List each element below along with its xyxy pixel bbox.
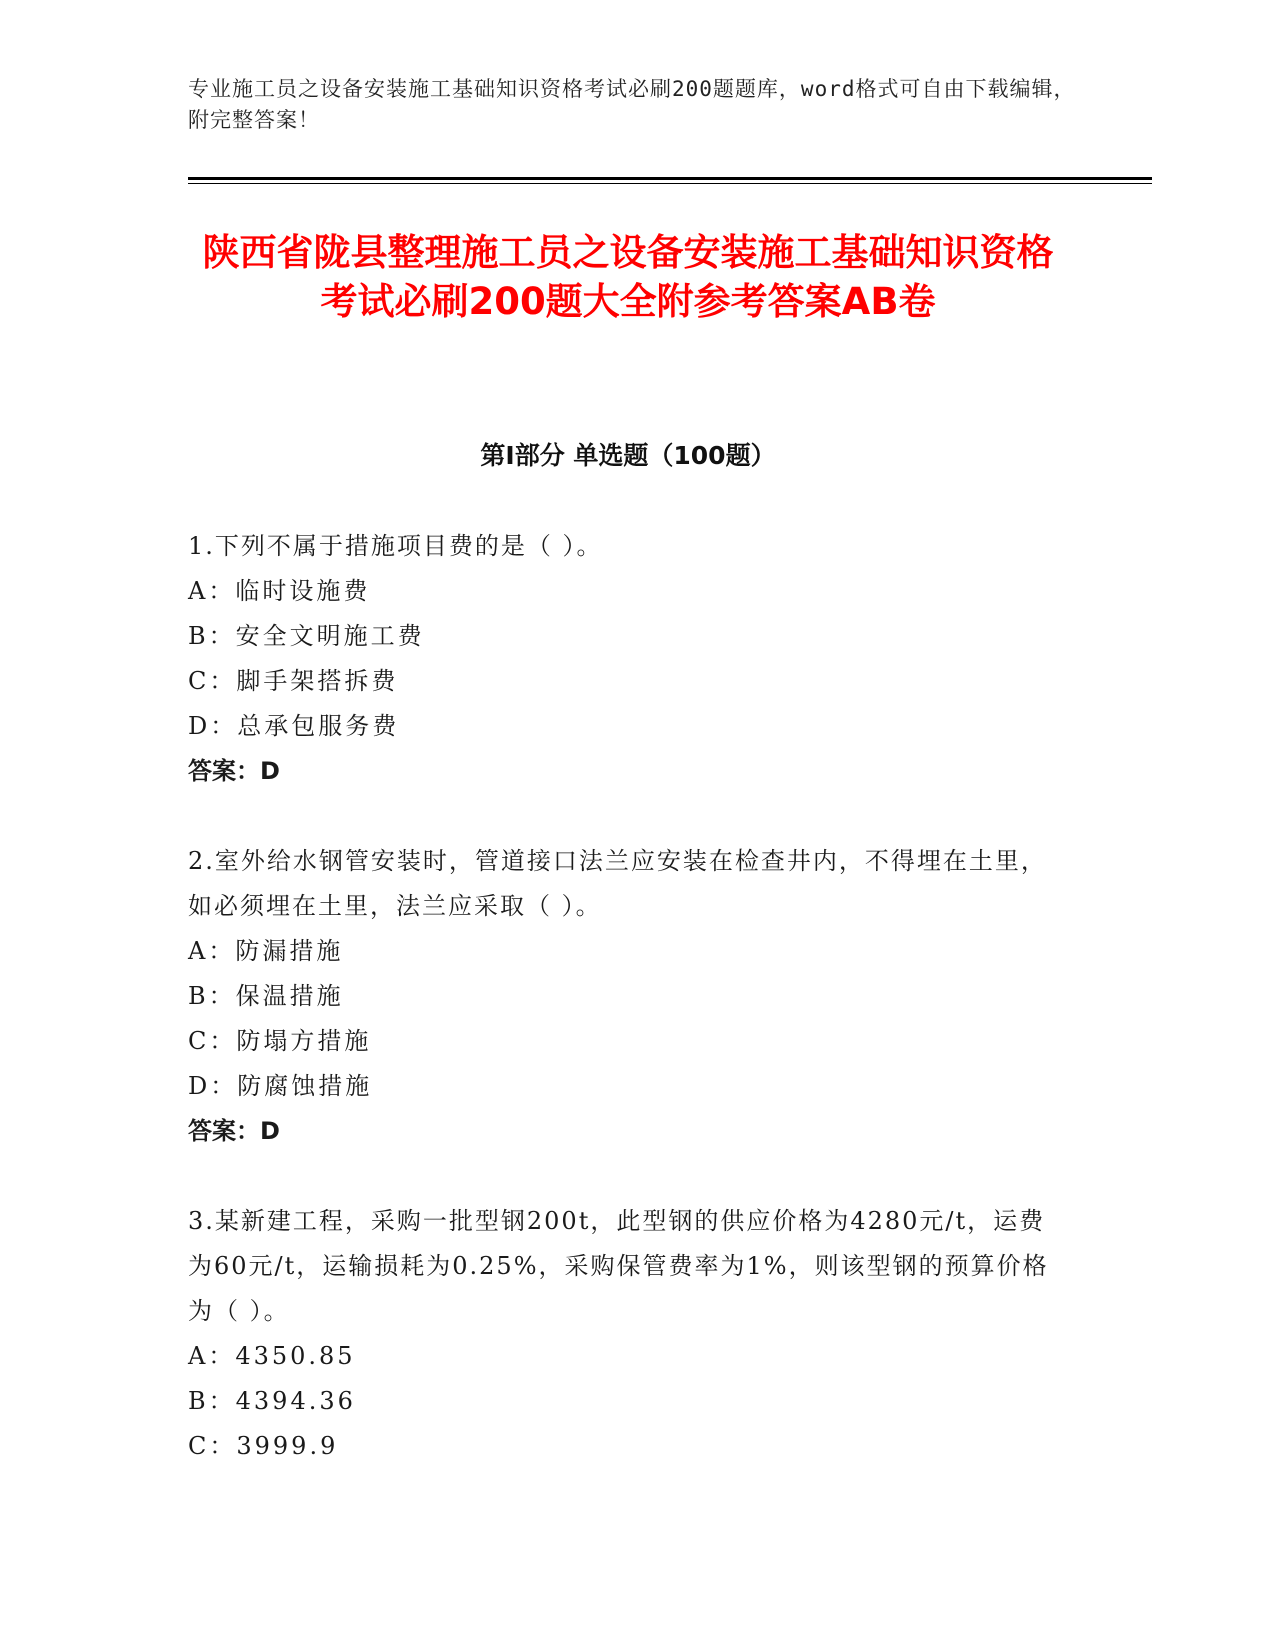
question-text: 2.室外给水钢管安装时，管道接口法兰应安装在检查井内，不得埋在土里，如必须埋在土里，法兰应采取（ ）。: [188, 847, 1047, 920]
question-1: [188, 524, 1068, 794]
answer: 答案：D: [188, 1117, 280, 1145]
option-d: D：防腐蚀措施: [188, 1072, 373, 1100]
header-note: 专业施工员之设备安装施工基础知识资格考试必刷200题题库，word格式可自由下载编辑，附完整答案！: [188, 77, 1076, 132]
question-3: [188, 1199, 1068, 1469]
question-list: [188, 524, 1068, 1514]
section-title: 第Ⅰ部分 单选题（100题）: [480, 441, 776, 470]
document-title: 陕西省陇县整理施工员之设备安装施工基础知识资格考试必刷200题大全附参考答案AB卷: [202, 231, 1054, 323]
option-c: C：防塌方措施: [188, 1027, 372, 1055]
option-b: B：安全文明施工费: [188, 622, 425, 650]
header-rule-thick: [188, 177, 1152, 180]
header-rule-thin: [188, 183, 1152, 184]
option-c: C：脚手架搭拆费: [188, 667, 399, 695]
answer: 答案：D: [188, 757, 280, 785]
question-text: 1.下列不属于措施项目费的是（ ）。: [188, 532, 603, 560]
option-b: B：4394.36: [188, 1387, 356, 1415]
option-a: A：防漏措施: [188, 937, 344, 965]
question-text: 3.某新建工程，采购一批型钢200t，此型钢的供应价格为4280元/t，运费为60元/t，运输损耗为0.25%，采购保管费率为1%，则该型钢的预算价格为（ ）。: [188, 1207, 1049, 1325]
option-a: A：4350.85: [188, 1342, 356, 1370]
option-d: D：总承包服务费: [188, 712, 400, 740]
option-c: C：3999.9: [188, 1432, 339, 1460]
option-a: A：临时设施费: [188, 577, 371, 605]
option-b: B：保温措施: [188, 982, 344, 1010]
question-2: [188, 839, 1068, 1154]
